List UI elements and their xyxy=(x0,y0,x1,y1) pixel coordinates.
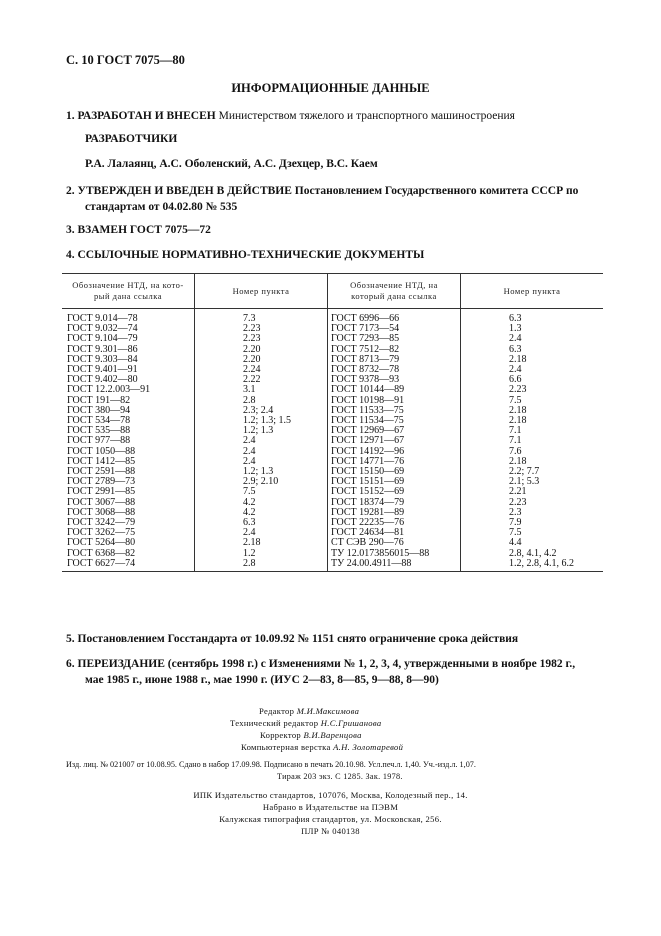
ntd-cell: ГОСТ 14771—76 xyxy=(328,457,461,467)
item-cell: 7.9 xyxy=(461,518,604,528)
imprint-corrector: Корректор В.И.Варенцова xyxy=(260,730,362,740)
ntd-cell: ГОСТ 9.014—78 xyxy=(67,313,138,324)
item-cell: 2.23 xyxy=(461,498,604,508)
table-row xyxy=(62,559,603,572)
item-cell: 2.4 xyxy=(461,334,604,344)
section-2-number: 2. xyxy=(66,185,75,197)
item-cell: 2.8 xyxy=(195,559,328,572)
ntd-cell: ТУ 12.0173856015—88 xyxy=(328,549,461,559)
item-cell: 2.3; 2.4 xyxy=(195,406,328,416)
item-cell: 2.21 xyxy=(461,487,604,497)
ntd-cell: СТ СЭВ 290—76 xyxy=(328,538,461,548)
item-cell: 1.2, 2.8, 4.1, 6.2 xyxy=(461,559,604,572)
imprint-editor: Редактор М.И.Максимова xyxy=(259,706,360,716)
section-4-text: ССЫЛОЧНЫЕ НОРМАТИВНО-ТЕХНИЧЕСКИЕ ДОКУМЕНТЫ xyxy=(77,249,425,261)
table-header-row xyxy=(62,274,603,309)
ntd-cell: ГОСТ 535—88 xyxy=(67,425,131,437)
item-cell: 2.4 xyxy=(195,457,328,467)
ntd-cell: ГОСТ 3068—88 xyxy=(67,506,136,518)
imprint-line2: Тираж 203 экз. С 1285. Зак. 1978. xyxy=(277,772,403,781)
item-cell: 2.23 xyxy=(195,334,328,344)
ntd-cell: ГОСТ 22235—76 xyxy=(328,518,461,528)
ntd-cell: ГОСТ 15151—69 xyxy=(328,477,461,487)
section-2-line2: стандартам от 04.02.80 № 535 xyxy=(85,201,238,213)
item-cell: 7.5 xyxy=(461,528,604,538)
section-1-number: 1. xyxy=(66,110,75,122)
section-3-number: 3. xyxy=(66,224,75,236)
ntd-cell: ГОСТ 7293—85 xyxy=(328,334,461,344)
ntd-cell: ГОСТ 3067—88 xyxy=(67,496,136,508)
col-header-ntd-1: Обозначение НТД, на кото- рый дана ссылка xyxy=(62,274,195,309)
ntd-cell: ГОСТ 9.303—84 xyxy=(67,353,138,365)
section-5-number: 5. xyxy=(66,633,75,645)
item-cell: 7.1 xyxy=(461,426,604,436)
ntd-cell: ГОСТ 9.104—79 xyxy=(67,333,138,345)
reference-table xyxy=(62,273,603,572)
ntd-cell: ГОСТ 2591—88 xyxy=(67,466,136,478)
item-cell: 3.1 xyxy=(195,385,328,395)
item-cell: 2.18 xyxy=(461,355,604,365)
ntd-cell: ГОСТ 2789—73 xyxy=(67,476,136,488)
ntd-cell: ГОСТ 10198—91 xyxy=(328,396,461,406)
col-header-item-1: Номер пункта xyxy=(195,274,328,309)
item-cell: 6.3 xyxy=(461,345,604,355)
item-cell: 2.23 xyxy=(461,385,604,395)
page-header: С. 10 ГОСТ 7075—80 xyxy=(66,53,185,67)
item-cell: 2.4 xyxy=(195,447,328,457)
ntd-cell: ГОСТ 24634—81 xyxy=(328,528,461,538)
col-header-item-2: Номер пункта xyxy=(461,274,604,309)
section-1-bold: РАЗРАБОТАН И ВНЕСЕН xyxy=(77,110,216,122)
item-cell: 2.4 xyxy=(195,436,328,446)
ntd-cell: ГОСТ 6368—82 xyxy=(67,547,136,559)
item-cell: 1.2; 1.3; 1.5 xyxy=(195,416,328,426)
item-cell: 6.3 xyxy=(461,309,604,325)
item-cell: 2.8, 4.1, 4.2 xyxy=(461,549,604,559)
publisher-line2: Набрано в Издательстве на ПЭВМ xyxy=(262,802,399,812)
ntd-cell: ГОСТ 1412—85 xyxy=(67,455,136,467)
section-2 xyxy=(66,183,636,215)
ntd-cell: ГОСТ 1050—88 xyxy=(67,445,136,457)
section-3-text: ВЗАМЕН ГОСТ 7075—72 xyxy=(77,224,211,236)
item-cell: 4.2 xyxy=(195,508,328,518)
item-cell: 6.6 xyxy=(461,375,604,385)
item-cell: 2.24 xyxy=(195,365,328,375)
section-3 xyxy=(66,222,636,238)
ntd-cell: ГОСТ 7512—82 xyxy=(328,345,461,355)
item-cell: 2.4 xyxy=(461,365,604,375)
item-cell: 2.18 xyxy=(461,406,604,416)
item-cell: 4.4 xyxy=(461,538,604,548)
ntd-cell: ГОСТ 191—82 xyxy=(67,394,131,406)
page-title: ИНФОРМАЦИОННЫЕ ДАННЫЕ xyxy=(231,81,430,95)
ntd-cell: ГОСТ 19281—89 xyxy=(328,508,461,518)
ntd-cell: ГОСТ 6996—66 xyxy=(328,309,461,325)
item-cell: 4.2 xyxy=(195,498,328,508)
section-5-text: Постановлением Госстандарта от 10.09.92 № 1151 снято ограничение срока действия xyxy=(77,633,519,645)
item-cell: 2.18 xyxy=(195,538,328,548)
item-cell: 7.3 xyxy=(195,309,328,325)
col-header-ntd-2: Обозначение НТД, на который дана ссылка xyxy=(328,274,461,309)
ntd-cell: ТУ 24.00.4911—88 xyxy=(328,559,461,572)
section-5 xyxy=(66,631,636,647)
section-6-number: 6. xyxy=(66,658,75,670)
ntd-cell: ГОСТ 9.032—74 xyxy=(67,323,138,335)
ntd-cell: ГОСТ 9.401—91 xyxy=(67,364,138,376)
item-cell: 2.3 xyxy=(461,508,604,518)
ntd-cell: ГОСТ 7173—54 xyxy=(328,324,461,334)
ntd-cell: ГОСТ 14192—96 xyxy=(328,447,461,457)
item-cell: 2.22 xyxy=(195,375,328,385)
ntd-cell: ГОСТ 9378—93 xyxy=(328,375,461,385)
ntd-cell: ГОСТ 12971—67 xyxy=(328,436,461,446)
ntd-cell: ГОСТ 10144—89 xyxy=(328,385,461,395)
ntd-cell: ГОСТ 977—88 xyxy=(67,435,131,447)
ntd-cell: ГОСТ 12969—67 xyxy=(328,426,461,436)
item-cell: 1.3 xyxy=(461,324,604,334)
item-cell: 7.6 xyxy=(461,447,604,457)
ntd-cell: ГОСТ 11533—75 xyxy=(328,406,461,416)
item-cell: 2.18 xyxy=(461,416,604,426)
item-cell: 2.1; 5.3 xyxy=(461,477,604,487)
ntd-cell: ГОСТ 18374—79 xyxy=(328,498,461,508)
imprint-layout: Компьютерная верстка А.Н. Золотаревой xyxy=(241,742,404,752)
ntd-cell: ГОСТ 15152—69 xyxy=(328,487,461,497)
section-6-line2: мае 1985 г., июне 1988 г., мае 1990 г. (ИУС 2—83, 8—85, 9—88, 8—90) xyxy=(85,674,439,686)
ntd-cell: ГОСТ 380—94 xyxy=(67,404,131,416)
item-cell: 2.20 xyxy=(195,345,328,355)
item-cell: 6.3 xyxy=(195,518,328,528)
item-cell: 2.18 xyxy=(461,457,604,467)
item-cell: 7.5 xyxy=(195,487,328,497)
section-2-text: Постановлением Государственного комитета СССР по xyxy=(291,185,579,197)
item-cell: 7.1 xyxy=(461,436,604,446)
item-cell: 2.2; 7.7 xyxy=(461,467,604,477)
publisher-line1: ИПК Издательство стандартов, 107076, Москва, Колодезный пер., 14. xyxy=(193,790,468,800)
developers-list: Р.А. Лалаянц, А.С. Оболенский, А.С. Дзехцер, В.С. Каем xyxy=(85,158,378,170)
section-6-line1: ПЕРЕИЗДАНИЕ (сентябрь 1998 г.) с Изменениями № 1, 2, 3, 4, утвержденными в ноябре 1982 г., xyxy=(77,658,576,670)
ntd-cell: ГОСТ 5264—80 xyxy=(67,537,136,549)
ntd-cell: ГОСТ 8713—79 xyxy=(328,355,461,365)
item-cell: 2.23 xyxy=(195,324,328,334)
ntd-cell: ГОСТ 12.2.003—91 xyxy=(67,384,151,396)
section-2-bold: УТВЕРЖДЕН И ВВЕДЕН В ДЕЙСТВИЕ xyxy=(77,185,292,197)
developers-label: РАЗРАБОТЧИКИ xyxy=(85,133,178,145)
publisher-line4: ПЛР № 040138 xyxy=(301,826,360,836)
section-1 xyxy=(66,108,636,124)
section-1-text: Министерством тяжелого и транспортного машиностроения xyxy=(215,110,515,122)
item-cell: 1.2; 1.3 xyxy=(195,467,328,477)
item-cell: 2.9; 2.10 xyxy=(195,477,328,487)
ntd-cell: ГОСТ 2991—85 xyxy=(67,486,136,498)
ntd-cell: ГОСТ 534—78 xyxy=(67,415,131,427)
section-4 xyxy=(66,247,636,263)
ntd-cell: ГОСТ 3242—79 xyxy=(67,517,136,529)
ntd-cell: ГОСТ 15150—69 xyxy=(328,467,461,477)
imprint-tech-editor: Технический редактор Н.С.Гришанова xyxy=(230,718,382,728)
item-cell: 2.20 xyxy=(195,355,328,365)
ntd-cell: ГОСТ 11534—75 xyxy=(328,416,461,426)
ntd-cell: ГОСТ 9.301—86 xyxy=(67,343,138,355)
item-cell: 1.2; 1.3 xyxy=(195,426,328,436)
item-cell: 2.8 xyxy=(195,396,328,406)
section-6 xyxy=(66,656,636,688)
table-row xyxy=(62,309,603,325)
ntd-cell: ГОСТ 6627—74 xyxy=(67,557,136,569)
ntd-cell: ГОСТ 8732—78 xyxy=(328,365,461,375)
section-4-number: 4. xyxy=(66,249,75,261)
table-body xyxy=(62,309,603,572)
publisher-line3: Калужская типография стандартов, ул. Московская, 256. xyxy=(219,814,442,824)
ntd-cell: ГОСТ 3262—75 xyxy=(67,527,136,539)
imprint-line1: Изд. лиц. № 021007 от 10.08.95. Сдано в набор 17.09.98. Подписано в печать 20.10.98. Усл.печ.л. 1,40. Уч.-изд.л. 1,07. xyxy=(66,760,476,769)
item-cell: 1.2 xyxy=(195,549,328,559)
item-cell: 2.4 xyxy=(195,528,328,538)
ntd-cell: ГОСТ 9.402—80 xyxy=(67,374,138,386)
item-cell: 7.5 xyxy=(461,396,604,406)
